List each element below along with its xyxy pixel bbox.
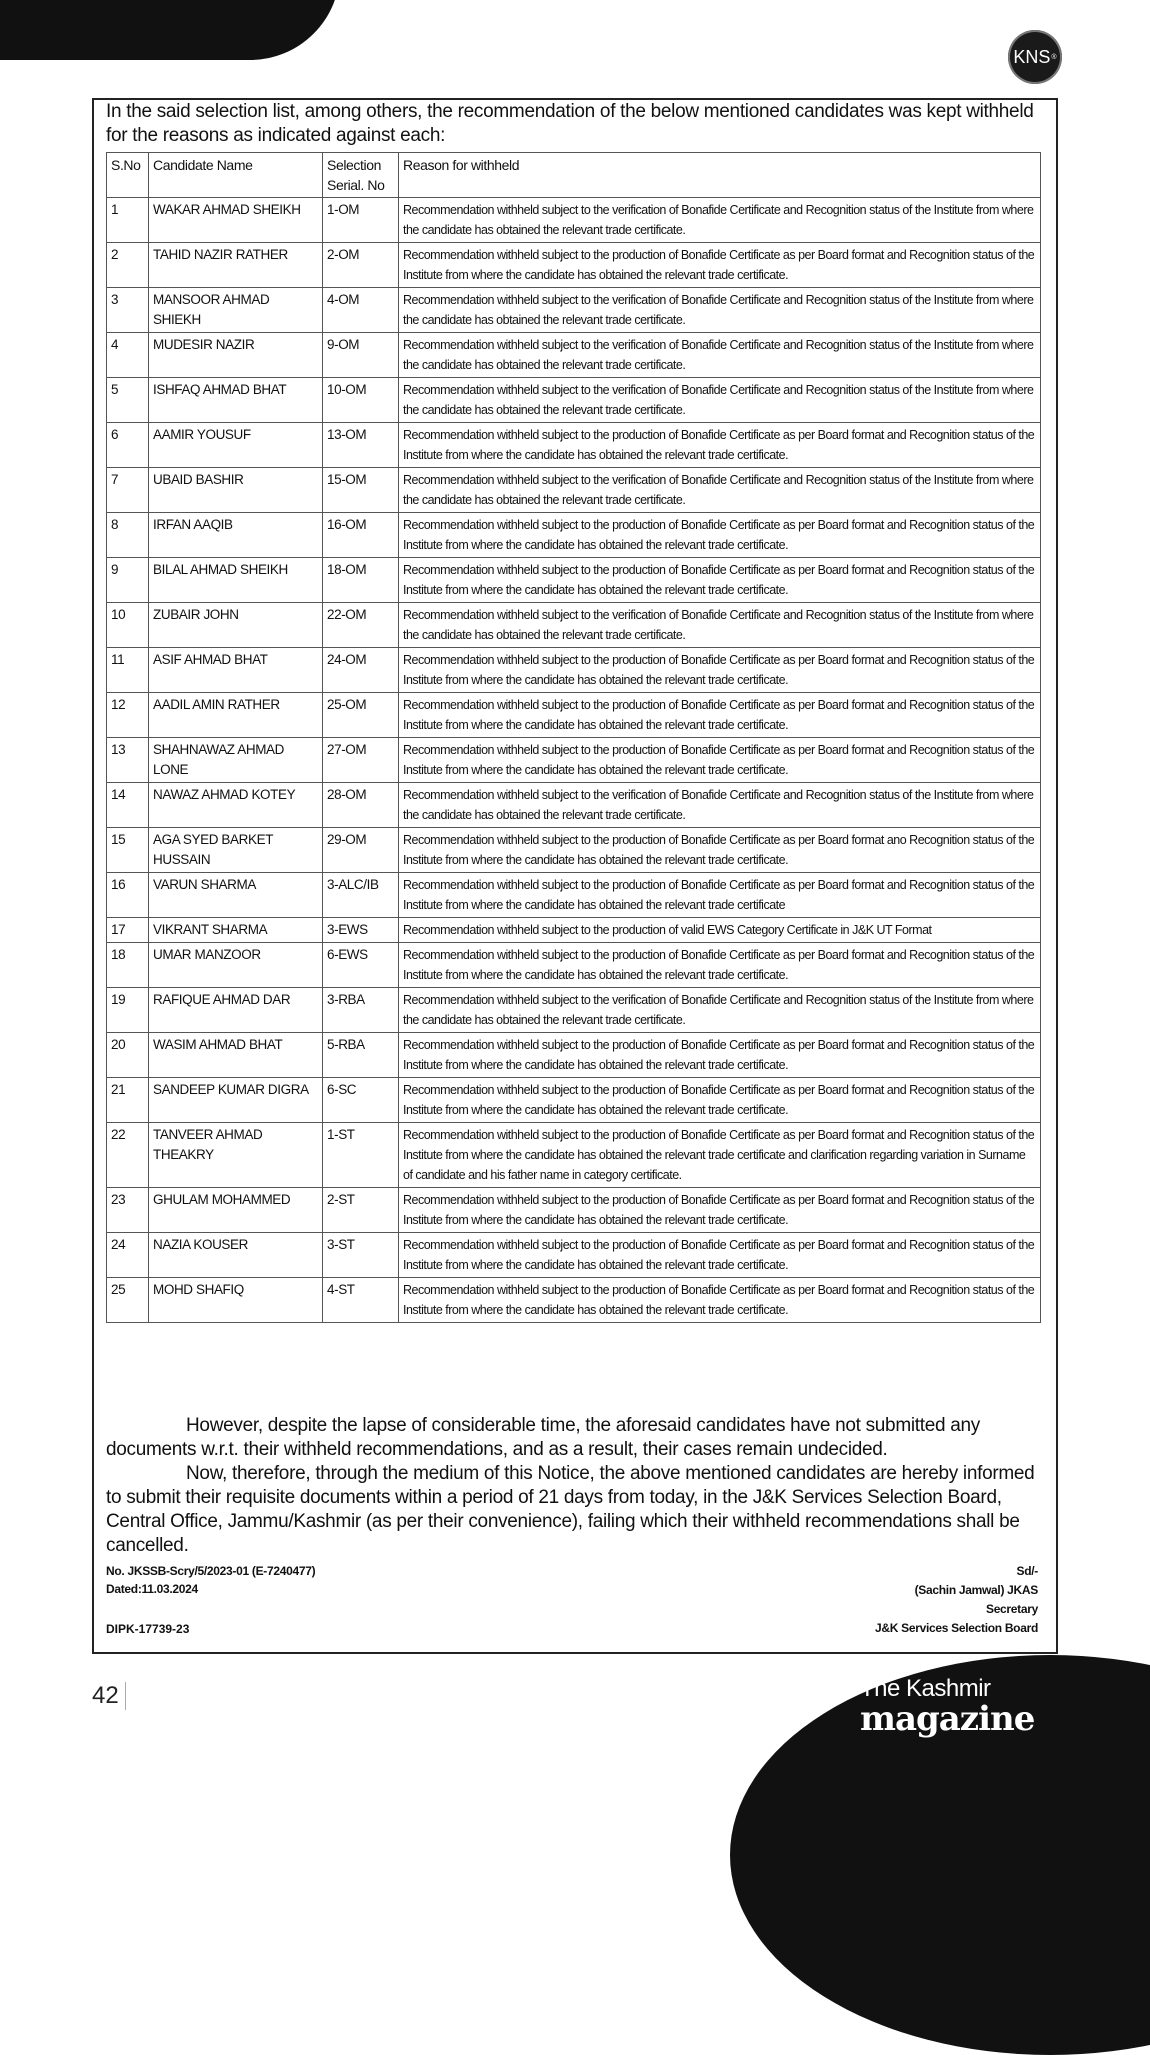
cell-candidate-name: SHAHNAWAZ AHMAD LONE <box>149 738 323 783</box>
table-row <box>107 513 1041 558</box>
cell-candidate-name: MANSOOR AHMAD SHIEKH <box>149 288 323 333</box>
cell-candidate-name: GHULAM MOHAMMED <box>149 1188 323 1233</box>
cell-candidate-name: SANDEEP KUMAR DIGRA <box>149 1078 323 1123</box>
cell-sno: 23 <box>107 1188 149 1233</box>
withheld-candidates-table <box>106 152 1041 1323</box>
signature-title: Secretary <box>985 1602 1038 1616</box>
cell-reason: Recommendation withheld subject to the production of Bonafide Certificate as per Board format and Recognition status of the Institute from where the candidate has obtained the relevant trade certificate. <box>399 513 1041 558</box>
cell-sno: 20 <box>107 1033 149 1078</box>
corner-decoration <box>0 0 340 60</box>
cell-candidate-name: VARUN SHARMA <box>149 873 323 918</box>
table-row <box>107 918 1041 943</box>
table-row <box>107 1233 1041 1278</box>
cell-reason: Recommendation withheld subject to the production of Bonafide Certificate as per Board format and Recognition status of the Institute from where the candidate has obtained the relevant trade certificate. <box>399 243 1041 288</box>
cell-selection-serial: 4-OM <box>323 288 399 333</box>
cell-candidate-name: WASIM AHMAD BHAT <box>149 1033 323 1078</box>
cell-reason: Recommendation withheld subject to the verification of Bonafide Certificate and Recognition status of the Institute from where the candidate has obtained the relevant trade certificate. <box>399 988 1041 1033</box>
cell-sno: 1 <box>107 198 149 243</box>
cell-reason: Recommendation withheld subject to the production of Bonafide Certificate as per Board format and Recognition status of the Institute from where the candidate has obtained the relevant trade certificate. <box>399 693 1041 738</box>
dipk-number: DIPK-17739-23 <box>106 1622 190 1636</box>
cell-sno: 11 <box>107 648 149 693</box>
cell-selection-serial: 5-RBA <box>323 1033 399 1078</box>
cell-selection-serial: 10-OM <box>323 378 399 423</box>
cell-candidate-name: BILAL AHMAD SHEIKH <box>149 558 323 603</box>
signature-block <box>875 1562 1038 1638</box>
cell-sno: 4 <box>107 333 149 378</box>
cell-reason: Recommendation withheld subject to the verification of Bonafide Certificate and Recognition status of the Institute from where the candidate has obtained the relevant trade certificate. <box>399 783 1041 828</box>
cell-candidate-name: UMAR MANZOOR <box>149 943 323 988</box>
cell-reason: Recommendation withheld subject to the production of Bonafide Certificate as per Board format and Recognition status of the Institute from where the candidate has obtained the relevant trade certificate. <box>399 1033 1041 1078</box>
header-sno: S.No <box>107 153 149 198</box>
cell-reason: Recommendation withheld subject to the production of Bonafide Certificate as per Board format and Recognition status of the Institute from where the candidate has obtained the relevant trade certificate. <box>399 943 1041 988</box>
cell-reason: Recommendation withheld subject to the production of Bonafide Certificate as per Board format and Recognition status of the Institute from where the candidate has obtained the relevant trade certificate. <box>399 738 1041 783</box>
cell-candidate-name: AGA SYED BARKET HUSSAIN <box>149 828 323 873</box>
cell-selection-serial: 13-OM <box>323 423 399 468</box>
reference-block <box>106 1562 315 1598</box>
table-row <box>107 988 1041 1033</box>
cell-selection-serial: 6-SC <box>323 1078 399 1123</box>
table-header-row <box>107 153 1041 198</box>
cell-selection-serial: 29-OM <box>323 828 399 873</box>
table-row <box>107 828 1041 873</box>
cell-reason: Recommendation withheld subject to the production of valid EWS Category Certificate in J&K UT Format <box>399 918 1041 943</box>
magazine-logo-line1: The Kashmir <box>860 1675 991 1702</box>
cell-selection-serial: 28-OM <box>323 783 399 828</box>
table-row <box>107 738 1041 783</box>
cell-candidate-name: VIKRANT SHARMA <box>149 918 323 943</box>
table-row <box>107 648 1041 693</box>
cell-selection-serial: 9-OM <box>323 333 399 378</box>
reference-date: Dated:11.03.2024 <box>106 1582 198 1596</box>
header-reason: Reason for withheld <box>399 153 1041 198</box>
cell-selection-serial: 3-RBA <box>323 988 399 1033</box>
intro-text: In the said selection list, among others, the recommendation of the below mentioned candidates was kept withheld for the reasons as indicated against each: <box>106 101 1034 146</box>
table-row <box>107 243 1041 288</box>
cell-selection-serial: 27-OM <box>323 738 399 783</box>
cell-candidate-name: UBAID BASHIR <box>149 468 323 513</box>
kns-logo-badge: KNS ® <box>1008 30 1062 84</box>
cell-selection-serial: 2-ST <box>323 1188 399 1233</box>
cell-candidate-name: IRFAN AAQIB <box>149 513 323 558</box>
cell-selection-serial: 3-EWS <box>323 918 399 943</box>
header-candidate-name: Candidate Name <box>149 153 323 198</box>
cell-reason: Recommendation withheld subject to the production of Bonafide Certificate as per Board format and Recognition status of the Institute from where the candidate has obtained the relevant trade certificate. <box>399 1278 1041 1323</box>
cell-candidate-name: MUDESIR NAZIR <box>149 333 323 378</box>
cell-sno: 8 <box>107 513 149 558</box>
cell-sno: 2 <box>107 243 149 288</box>
cell-sno: 9 <box>107 558 149 603</box>
cell-candidate-name: RAFIQUE AHMAD DAR <box>149 988 323 1033</box>
cell-reason: Recommendation withheld subject to the production of Bonafide Certificate as per Board format and Recognition status of the Institute from where the candidate has obtained the relevant trade certificate and clarification regarding variation in Surname of candidate and his father name in category certificate. <box>399 1123 1041 1188</box>
cell-selection-serial: 2-OM <box>323 243 399 288</box>
cell-selection-serial: 24-OM <box>323 648 399 693</box>
cell-sno: 17 <box>107 918 149 943</box>
cell-reason: Recommendation withheld subject to the production of Bonafide Certificate as per Board format and Recognition status of the Institute from where the candidate has obtained the relevant trade certificate. <box>399 558 1041 603</box>
cell-reason: Recommendation withheld subject to the production of Bonafide Certificate as per Board format ano Recognition status of the Institute from where the candidate has obtained the relevant trade certificate. <box>399 828 1041 873</box>
cell-selection-serial: 22-OM <box>323 603 399 648</box>
cell-sno: 19 <box>107 988 149 1033</box>
table-row <box>107 603 1041 648</box>
cell-candidate-name: ISHFAQ AHMAD BHAT <box>149 378 323 423</box>
table-row <box>107 1078 1041 1123</box>
table-row <box>107 693 1041 738</box>
table-row <box>107 333 1041 378</box>
cell-selection-serial: 16-OM <box>323 513 399 558</box>
cell-sno: 12 <box>107 693 149 738</box>
header-selection-serial: Selection Serial. No <box>323 153 399 198</box>
signature-org: J&K Services Selection Board <box>874 1621 1038 1635</box>
table-row <box>107 288 1041 333</box>
table-row <box>107 1033 1041 1078</box>
kns-logo-text: KNS <box>1013 46 1051 67</box>
cell-reason: Recommendation withheld subject to the verification of Bonafide Certificate and Recognition status of the Institute from where the candidate has obtained the relevant trade certificate. <box>399 378 1041 423</box>
cell-sno: 15 <box>107 828 149 873</box>
cell-selection-serial: 4-ST <box>323 1278 399 1323</box>
cell-reason: Recommendation withheld subject to the production of Bonafide Certificate as per Board format and Recognition status of the Institute from where the candidate has obtained the relevant trade certificate. <box>399 648 1041 693</box>
cell-selection-serial: 3-ALC/IB <box>323 873 399 918</box>
cell-sno: 5 <box>107 378 149 423</box>
magazine-logo <box>860 1675 1035 1739</box>
table-row <box>107 1278 1041 1323</box>
cell-candidate-name: AAMIR YOUSUF <box>149 423 323 468</box>
magazine-logo-line2: magazine <box>860 1699 1035 1739</box>
cell-reason: Recommendation withheld subject to the production of Bonafide Certificate as per Board format and Recognition status of the Institute from where the candidate has obtained the relevant trade certificate <box>399 873 1041 918</box>
table-row <box>107 558 1041 603</box>
paragraph-2: Now, therefore, through the medium of this Notice, the above mentioned candidates are hereby informed to submit their requisite documents within a period of 21 days from today, in the J&K Services Selection Board, Central Office, Jammu/Kashmir (as per their convenience), failing which their withheld recommendations shall be cancelled. <box>106 1463 1035 1556</box>
cell-sno: 6 <box>107 423 149 468</box>
paragraph-1: However, despite the lapse of considerable time, the aforesaid candidates have not submitted any documents w.r.t. their withheld recommendations, and as a result, their cases remain undecided. <box>106 1415 980 1460</box>
cell-sno: 3 <box>107 288 149 333</box>
cell-sno: 10 <box>107 603 149 648</box>
cell-candidate-name: TANVEER AHMAD THEAKRY <box>149 1123 323 1188</box>
cell-selection-serial: 25-OM <box>323 693 399 738</box>
table-row <box>107 468 1041 513</box>
cell-sno: 22 <box>107 1123 149 1188</box>
cell-sno: 7 <box>107 468 149 513</box>
table-row <box>107 943 1041 988</box>
cell-selection-serial: 15-OM <box>323 468 399 513</box>
page-number: 42 <box>92 1682 126 1710</box>
cell-reason: Recommendation withheld subject to the verification of Bonafide Certificate and Recognition status of the Institute from where the candidate has obtained the relevant trade certificate. <box>399 468 1041 513</box>
cell-sno: 14 <box>107 783 149 828</box>
cell-reason: Recommendation withheld subject to the production of Bonafide Certificate as per Board format and Recognition status of the Institute from where the candidate has obtained the relevant trade certificate. <box>399 1233 1041 1278</box>
cell-sno: 16 <box>107 873 149 918</box>
cell-candidate-name: MOHD SHAFIQ <box>149 1278 323 1323</box>
cell-sno: 25 <box>107 1278 149 1323</box>
cell-candidate-name: NAZIA KOUSER <box>149 1233 323 1278</box>
cell-reason: Recommendation withheld subject to the production of Bonafide Certificate as per Board format and Recognition status of the Institute from where the candidate has obtained the relevant trade certificate. <box>399 1078 1041 1123</box>
table-body <box>107 198 1041 1323</box>
cell-selection-serial: 1-ST <box>323 1123 399 1188</box>
signature-sd: Sd/- <box>1016 1564 1038 1578</box>
cell-sno: 21 <box>107 1078 149 1123</box>
cell-reason: Recommendation withheld subject to the verification of Bonafide Certificate and Recognition status of the Institute from where the candidate has obtained the relevant trade certificate. <box>399 333 1041 378</box>
cell-selection-serial: 18-OM <box>323 558 399 603</box>
table-row <box>107 1123 1041 1188</box>
signature-name: (Sachin Jamwal) JKAS <box>914 1583 1038 1597</box>
cell-candidate-name: NAWAZ AHMAD KOTEY <box>149 783 323 828</box>
reference-number: No. JKSSB-Scry/5/2023-01 (E-7240477) <box>106 1564 316 1578</box>
cell-sno: 13 <box>107 738 149 783</box>
cell-candidate-name: WAKAR AHMAD SHEIKH <box>149 198 323 243</box>
notice-body <box>106 1414 1046 1558</box>
table-row <box>107 783 1041 828</box>
cell-reason: Recommendation withheld subject to the production of Bonafide Certificate as per Board format and Recognition status of the Institute from where the candidate has obtained the relevant trade certificate. <box>399 1188 1041 1233</box>
table-row <box>107 1188 1041 1233</box>
table-row <box>107 873 1041 918</box>
cell-reason: Recommendation withheld subject to the verification of Bonafide Certificate and Recognition status of the Institute from where the candidate has obtained the relevant trade certificate. <box>399 288 1041 333</box>
cell-sno: 18 <box>107 943 149 988</box>
cell-candidate-name: ASIF AHMAD BHAT <box>149 648 323 693</box>
table-row <box>107 378 1041 423</box>
cell-reason: Recommendation withheld subject to the verification of Bonafide Certificate and Recognition status of the Institute from where the candidate has obtained the relevant trade certificate. <box>399 198 1041 243</box>
cell-candidate-name: ZUBAIR JOHN <box>149 603 323 648</box>
table-row <box>107 198 1041 243</box>
cell-selection-serial: 1-OM <box>323 198 399 243</box>
cell-selection-serial: 6-EWS <box>323 943 399 988</box>
cell-selection-serial: 3-ST <box>323 1233 399 1278</box>
cell-reason: Recommendation withheld subject to the verification of Bonafide Certificate and Recognition status of the Institute from where the candidate has obtained the relevant trade certificate. <box>399 603 1041 648</box>
cell-candidate-name: TAHID NAZIR RATHER <box>149 243 323 288</box>
table-row <box>107 423 1041 468</box>
cell-reason: Recommendation withheld subject to the production of Bonafide Certificate as per Board format and Recognition status of the Institute from where the candidate has obtained the relevant trade certificate. <box>399 423 1041 468</box>
cell-sno: 24 <box>107 1233 149 1278</box>
cell-candidate-name: AADIL AMIN RATHER <box>149 693 323 738</box>
